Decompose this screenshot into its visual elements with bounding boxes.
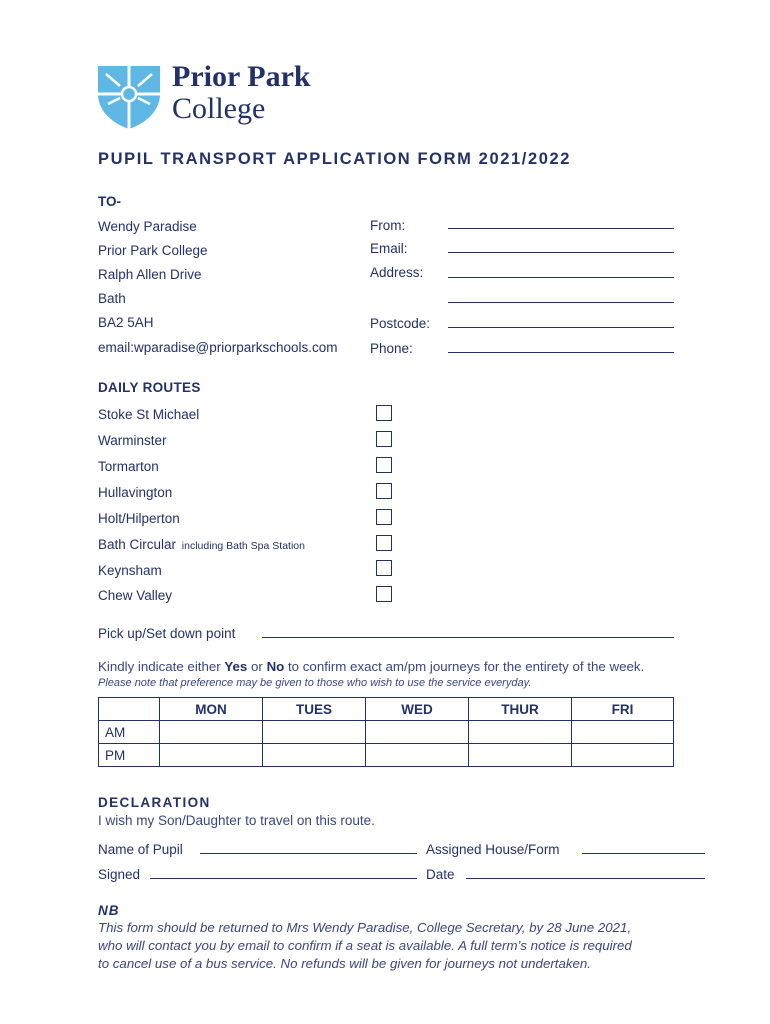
date-label: Date — [426, 867, 455, 882]
pickup-field[interactable] — [262, 637, 674, 638]
am-fri-cell[interactable] — [572, 721, 674, 744]
postcode-label: Postcode: — [370, 316, 431, 331]
route-checkbox-warminster[interactable] — [376, 431, 392, 447]
am-wed-cell[interactable] — [366, 721, 469, 744]
route-checkbox-tormarton[interactable] — [376, 457, 392, 473]
route-label: Warminster — [98, 433, 167, 448]
day-header-thur: THUR — [469, 698, 572, 721]
postcode-field[interactable] — [448, 327, 674, 328]
instr-suffix: to confirm exact am/pm journeys for the entirety of the week. — [284, 659, 645, 674]
pm-thur-cell[interactable] — [469, 744, 572, 767]
am-mon-cell[interactable] — [160, 721, 263, 744]
address-field-1[interactable] — [448, 277, 674, 278]
crest-icon — [96, 64, 162, 130]
pm-tues-cell[interactable] — [263, 744, 366, 767]
day-header-mon: MON — [160, 698, 263, 721]
declaration-text: I wish my Son/Daughter to travel on this route. — [98, 813, 375, 828]
route-checkbox-keynsham[interactable] — [376, 560, 392, 576]
to-line-email: email:wparadise@priorparkschools.com — [98, 340, 338, 355]
to-line-school: Prior Park College — [98, 243, 208, 258]
route-label: Stoke St Michael — [98, 407, 200, 422]
row-label-am: AM — [99, 721, 160, 744]
pm-mon-cell[interactable] — [160, 744, 263, 767]
date-field[interactable] — [466, 878, 705, 879]
route-name: Bath Circular — [98, 537, 177, 552]
nb-heading: NB — [98, 903, 120, 918]
route-checkbox-stoke-st-michael[interactable] — [376, 405, 392, 421]
schedule-row-am — [99, 721, 674, 744]
to-line-street: Ralph Allen Drive — [98, 267, 202, 282]
route-checkbox-holt-hilperton[interactable] — [376, 509, 392, 525]
nb-line-1: This form should be returned to Mrs Wendy Paradise, College Secretary, by 28 June 2021, — [98, 920, 632, 935]
address-label: Address: — [370, 265, 424, 280]
declaration-heading: DECLARATION — [98, 795, 211, 810]
schedule-table — [98, 697, 674, 767]
route-label: Holt/Hilperton — [98, 511, 180, 526]
to-line-city: Bath — [98, 291, 126, 306]
instr-no: No — [266, 659, 285, 674]
route-checkbox-bath-circular[interactable] — [376, 535, 392, 551]
day-header-wed: WED — [366, 698, 469, 721]
route-label — [98, 537, 305, 552]
row-label-pm: PM — [99, 744, 160, 767]
am-tues-cell[interactable] — [263, 721, 366, 744]
day-header-tues: TUES — [263, 698, 366, 721]
nb-line-3: to cancel use of a bus service. No refunds will be given for journeys not undertaken. — [98, 956, 591, 971]
day-header-fri: FRI — [572, 698, 674, 721]
signature-field[interactable] — [150, 878, 417, 879]
phone-label: Phone: — [370, 341, 413, 356]
to-line-postcode: BA2 5AH — [98, 315, 154, 330]
logo-line-1: Prior Park — [172, 60, 311, 93]
house-form-label: Assigned House/Form — [426, 842, 560, 857]
schedule-row-pm — [99, 744, 674, 767]
route-label: Hullavington — [98, 485, 173, 500]
instr-prefix: Kindly indicate either — [98, 659, 225, 674]
logo-line-2: College — [172, 92, 266, 125]
email-label: Email: — [370, 241, 408, 256]
pickup-label: Pick up/Set down point — [98, 626, 236, 641]
pupil-name-field[interactable] — [200, 853, 417, 854]
phone-field[interactable] — [448, 352, 674, 353]
signed-label: Signed — [98, 867, 141, 882]
from-label: From: — [370, 218, 406, 233]
instr-or: or — [247, 659, 267, 674]
am-thur-cell[interactable] — [469, 721, 572, 744]
from-field[interactable] — [448, 228, 674, 229]
college-logo — [96, 60, 336, 134]
route-checkbox-chew-valley[interactable] — [376, 586, 392, 602]
address-field-2[interactable] — [448, 302, 674, 303]
instructions-note: Please note that preference may be given to those who wish to use the service everyday. — [98, 677, 532, 689]
corner-cell — [99, 698, 160, 721]
pm-wed-cell[interactable] — [366, 744, 469, 767]
instructions-text — [98, 659, 644, 674]
route-checkbox-hullavington[interactable] — [376, 483, 392, 499]
pupil-name-label: Name of Pupil — [98, 842, 183, 857]
to-label: TO- — [98, 194, 121, 209]
routes-heading: DAILY ROUTES — [98, 380, 201, 395]
pm-fri-cell[interactable] — [572, 744, 674, 767]
route-note: including Bath Spa Station — [181, 540, 305, 552]
route-label: Keynsham — [98, 563, 162, 578]
route-label: Tormarton — [98, 459, 159, 474]
schedule-header-row — [99, 698, 674, 721]
to-line-name: Wendy Paradise — [98, 219, 197, 234]
route-label: Chew Valley — [98, 588, 173, 603]
house-form-field[interactable] — [582, 853, 705, 854]
email-field[interactable] — [448, 252, 674, 253]
form-title: PUPIL TRANSPORT APPLICATION FORM 2021/2022 — [98, 150, 572, 168]
nb-line-2: who will contact you by email to confirm if a seat is available. A full term’s notice is required — [98, 938, 632, 953]
instr-yes: Yes — [224, 659, 248, 674]
